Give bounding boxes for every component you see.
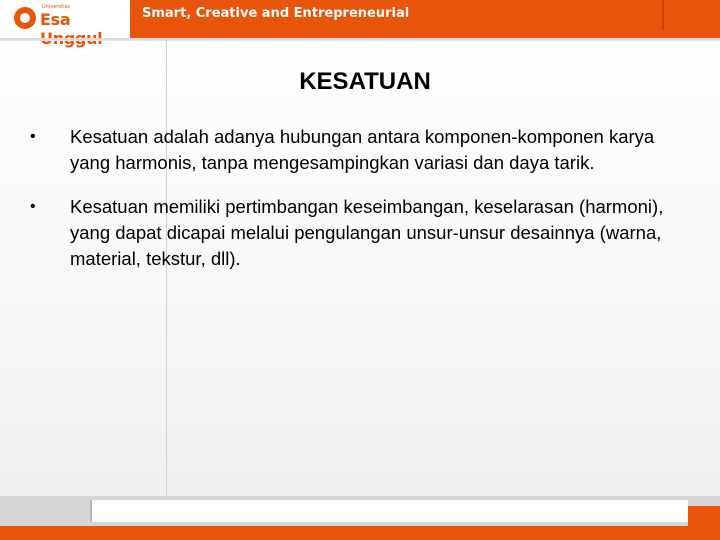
tagline-text: Smart, Creative and Entrepreneurial: [142, 6, 410, 21]
bullet-list: [30, 124, 680, 290]
logo-subtext: Universitas: [42, 4, 70, 10]
logo-emblem-icon: [14, 7, 36, 29]
bullet-text: Kesatuan adalah adanya hubungan antara komponen-komponen karya yang harmonis, tanpa mengesampingkan variasi dan daya tarik.: [70, 126, 655, 173]
slide-title: KESATUAN: [299, 68, 431, 95]
footer-panel: [90, 500, 688, 522]
tagline-banner: [132, 0, 664, 30]
footer-stripe: [0, 526, 720, 540]
bullet-marker: •: [30, 128, 36, 145]
bullet-item: [30, 194, 680, 272]
logo-text: Esa: [40, 10, 71, 29]
university-logo: [0, 0, 132, 38]
footer-accent: [688, 506, 720, 526]
bullet-text: Kesatuan memiliki pertimbangan keseimbangan, keselarasan (harmoni), yang dapat dicapai melalui pengulangan unsur-unsur desainnya (warna, material, tekstur, dll).: [70, 196, 664, 269]
bullet-marker: •: [30, 198, 36, 215]
bullet-item: [30, 124, 680, 176]
decorative-line: [0, 40, 720, 41]
